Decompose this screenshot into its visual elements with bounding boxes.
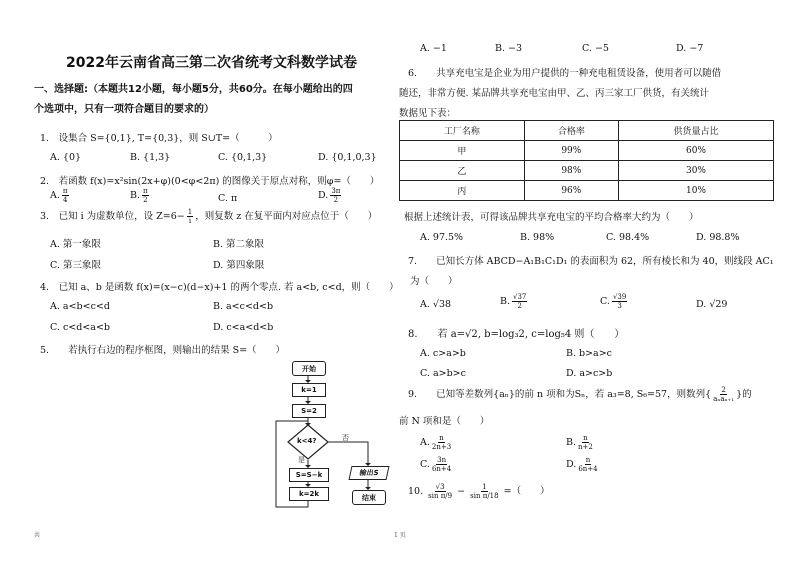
table-cell: 乙 <box>400 161 525 181</box>
q9-option-b: B. $\frac{n}{n+2}$ <box>566 434 593 451</box>
q1-option-b: B. {1,3} <box>130 152 171 163</box>
q2-option-a: A. $\frac{\pi}{4}$ <box>50 187 68 204</box>
q2-option-c: C. π <box>218 193 238 204</box>
q2-option-b: B. $\frac{\pi}{2}$ <box>130 187 148 204</box>
table-cell: 98% <box>524 161 618 181</box>
q8-option-a: A. c>a>b <box>420 348 466 359</box>
table-cell: 10% <box>619 181 774 201</box>
table-header-cell: 工厂名称 <box>400 121 525 141</box>
q8-stem: 8. 若 a=√2, b=log₃2, c=log₅4 则（ ） <box>408 329 625 340</box>
q3-option-c: C. 第三象限 <box>50 260 101 271</box>
flowchart-output: 输出S <box>349 466 390 480</box>
footer-left: 共 <box>34 532 41 539</box>
section-header-line2: 个选项中，只有一项符合题目的要求的） <box>34 104 214 115</box>
q1-stem: 1. 设集合 S={0,1}, T={0,3}，则 S∪T=（ ） <box>40 133 278 144</box>
flowchart-condition: k<4? <box>297 437 317 445</box>
q5-stem: 5. 若执行右边的程序框图，则输出的结果 S=（ ） <box>40 345 286 356</box>
flowchart-yes-label: 是 <box>298 456 305 464</box>
flowchart-init-s: S=2 <box>292 404 326 418</box>
q5-option-a: A. −1 <box>420 43 447 54</box>
q6-option-d: D. 98.8% <box>696 232 740 243</box>
table-cell: 甲 <box>400 141 525 161</box>
flowchart-update-s: S=S−k <box>289 468 329 482</box>
table-cell: 96% <box>524 181 618 201</box>
q5-option-c: C. −5 <box>582 43 609 54</box>
q4-option-b: B. a<c<d<b <box>213 301 274 312</box>
q6-line3: 数据见下表： <box>399 108 457 119</box>
q7-option-d: D. √29 <box>696 299 728 310</box>
table-cell: 60% <box>619 141 774 161</box>
q3-option-a: A. 第一象限 <box>50 239 101 250</box>
q6-after-table: 根据上述统计表，可得该品牌共享充电宝的平均合格率大约为（ ） <box>404 212 699 223</box>
q2-stem: 2. 若函数 f(x)=x²sin(2x+φ)(0<φ<2π) 的图像关于原点对称，则φ=（ ） <box>40 176 380 187</box>
table-cell: 丙 <box>400 181 525 201</box>
q3-option-b: B. 第二象限 <box>213 239 265 250</box>
q5-option-b: B. −3 <box>495 43 523 54</box>
flowchart <box>270 355 400 530</box>
q3-stem: 3. 已知 i 为虚数单位，设 Z=6− $\frac{1}{i}$ ，则复数 z 在复平面内对应点位于（ ） <box>40 208 378 225</box>
q2-option-d: D. $\frac{3\pi}{2}$ <box>318 187 341 204</box>
q4-option-a: A. a<b<c<d <box>50 301 110 312</box>
q6-option-b: B. 98% <box>520 232 555 243</box>
flowchart-init-k: k=1 <box>292 383 326 397</box>
table-row <box>400 161 774 181</box>
table-header-row <box>400 121 774 141</box>
table-row <box>400 141 774 161</box>
q4-stem: 4. 已知 a、b 是函数 f(x)=(x−c)(d−x)+1 的两个零点. 若 a<b, c<d，则（ ） <box>40 282 399 293</box>
q4-option-c: C. c<d<a<b <box>50 322 110 333</box>
q7-option-a: A. √38 <box>420 299 452 310</box>
q7-stem-line2: 为（ ） <box>410 276 458 287</box>
table-header-cell: 合格率 <box>524 121 618 141</box>
q9-option-c: C. $\frac{3n}{6n+4}$ <box>420 456 452 473</box>
flowchart-no-label: 否 <box>342 434 349 442</box>
q8-option-c: C. a>b>c <box>420 368 466 379</box>
q10-stem: 10. $\frac{√3}{\text{sin π/9}}$ − $\frac{1}{\text{sin π/18}}$ =（ ） <box>408 483 550 500</box>
flowchart-update-k: k=2k <box>289 487 329 501</box>
flowchart-start: 开始 <box>292 361 326 376</box>
footer-page: 1 页 <box>394 532 406 539</box>
q6-option-a: A. 97.5% <box>420 232 464 243</box>
q7-option-b: B. $\frac{√37}{2}$ <box>500 293 527 310</box>
table-row <box>400 181 774 201</box>
q6-line1: 6. 共享充电宝是企业为用户提供的一种充电租赁设备，使用者可以随借 <box>408 68 722 79</box>
q1-option-d: D. {0,1,0,3} <box>318 152 377 163</box>
q8-option-d: D. a>c>b <box>566 368 613 379</box>
q6-option-c: C. 98.4% <box>606 232 650 243</box>
q8-option-b: B. b>a>c <box>566 348 613 359</box>
factory-table <box>399 120 774 201</box>
q7-option-c: C. $\frac{√39}{3}$ <box>600 293 627 310</box>
q1-option-a: A. {0} <box>50 152 82 163</box>
table-cell: 30% <box>619 161 774 181</box>
flowchart-end: 结束 <box>352 490 386 505</box>
q1-option-c: C. {0,1,3} <box>218 152 268 163</box>
page-title: 2022年云南省高三第二次省统考文科数学试卷 <box>66 55 357 71</box>
section-header-line1: 一、选择题:（本题共12小题，每小题5分，共60分。在每小题给出的四 <box>34 84 353 95</box>
q9-stem: 9. 已知等差数列{aₙ}的前 n 项和为Sₙ，若 a₃=8, S₆=57，则数列{ $\frac{2}{\text{aₙaₙ₊₁}}$ }的 <box>408 386 752 403</box>
q9-option-a: A. $\frac{n}{2n+3}$ <box>420 434 452 451</box>
q9-option-d: D. $\frac{n}{6n+4}$ <box>566 456 598 473</box>
q6-line2: 随还，非常方便. 某品牌共享充电宝由甲、乙、丙三家工厂供货，有关统计 <box>399 88 710 99</box>
q5-option-d: D. −7 <box>676 43 704 54</box>
q9-stem-line2: 前 N 项和是（ ） <box>399 416 490 427</box>
q7-stem: 7. 已知长方体 ABCD−A₁B₁C₁D₁ 的表面积为 62，所有棱长和为 40，则线段 AC₁ <box>408 256 774 267</box>
table-header-cell: 供货量占比 <box>619 121 774 141</box>
table-cell: 99% <box>524 141 618 161</box>
q3-option-d: D. 第四象限 <box>213 260 265 271</box>
q4-option-d: D. c<a<d<b <box>213 322 274 333</box>
